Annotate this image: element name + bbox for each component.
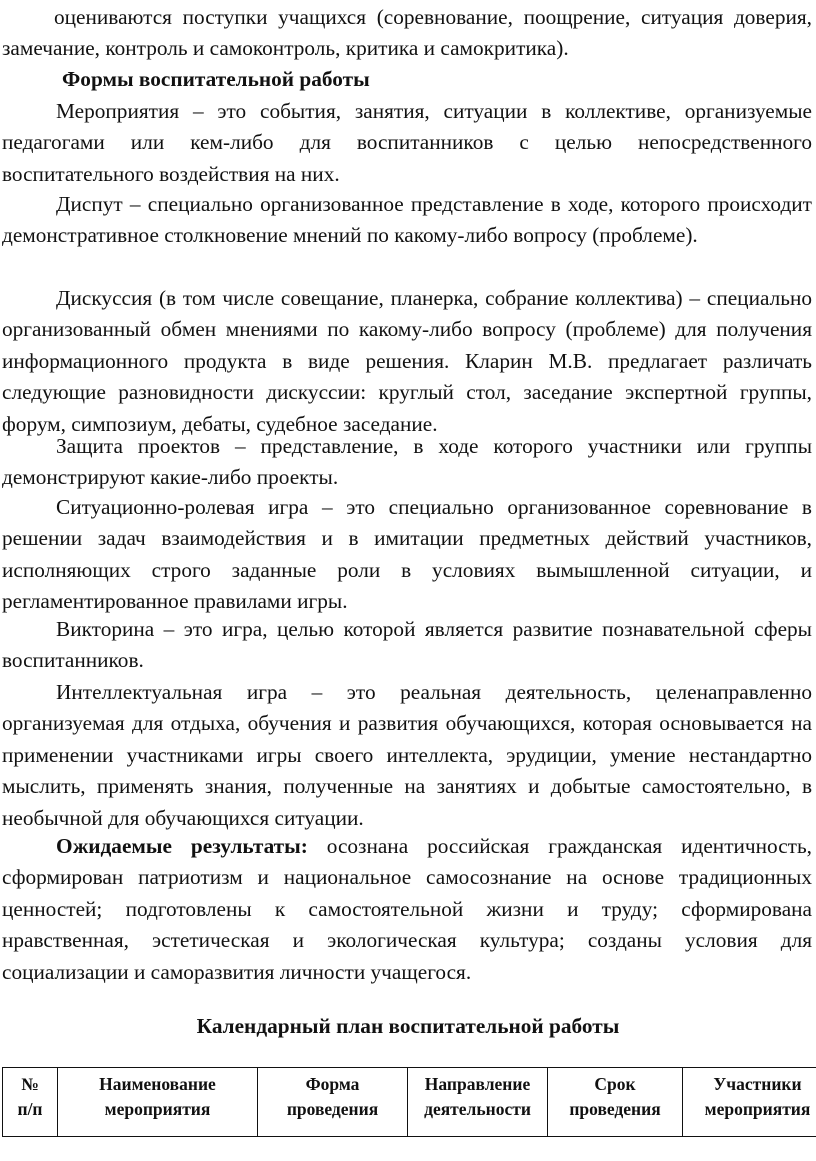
paragraph-quiz: Викторина – это игра, целью которой является развитие познавательной сферы воспитанников.	[2, 617, 812, 673]
header-number: № п/п	[3, 1068, 58, 1137]
header-direction: Направление деятельности	[408, 1068, 548, 1137]
paragraph-intellectual-game: Интеллектуальная игра – это реальная деятельность, целенаправленно организуемая для отдыха, обучения и развития обучающихся, которая основывается на применении участниками игры своего интеллекта, эрудиции, умение нестандартно мыслить, применять знания, полученные на занятиях и добытые самостоятельно, в необычной для обучающихся ситуации.	[2, 680, 812, 830]
heading-forms: Формы воспитательной работы	[62, 67, 370, 91]
heading-calendar-plan: Календарный план воспитательной работы	[196, 1014, 620, 1038]
paragraph-continuation: оцениваются поступки учащихся (соревнование, поощрение, ситуация доверия, замечание, контроль и самоконтроль, критика и самокритика).	[2, 5, 812, 61]
header-form: Форма проведения	[258, 1068, 408, 1137]
header-participants: Участники мероприятия	[683, 1068, 816, 1137]
paragraph-role-play: Ситуационно-ролевая игра – это специально организованное соревнование в решении задач взаимодействия и в имитации предметных действий участников, исполняющих строго заданные роли в условиях вымышленной ситуации, и регламентированное правилами игры.	[2, 495, 812, 614]
expected-results-text: осознана российская гражданская идентичность, сформирован патриотизм и национальное самосознание на основе традиционных ценностей; подготовлены к самостоятельной жизни и труду; сформирована нравственная, эстетическая и экологическая культура; созданы условия для социализации и саморазвития личности учащегося.	[2, 834, 812, 984]
paragraph-expected-results	[2, 831, 812, 988]
calendar-plan-table	[2, 1067, 816, 1137]
header-event-name: Наименование мероприятия	[58, 1068, 258, 1137]
paragraph-events: Мероприятия – это события, занятия, ситуации в коллективе, организуемые педагогами или кем-либо для воспитанников с целью непосредственного воспитательного воздействия на них.	[2, 99, 812, 186]
expected-results-label: Ожидаемые результаты:	[56, 834, 308, 858]
paragraph-project-defense: Защита проектов – представление, в ходе которого участники или группы демонстрируют какие-либо проекты.	[2, 434, 812, 490]
table-header-row	[3, 1068, 816, 1137]
paragraph-dispute: Диспут – специально организованное представление в ходе, которого происходит демонстративное столкновение мнений по какому-либо вопросу (проблеме).	[2, 192, 812, 248]
header-deadline: Срок проведения	[548, 1068, 683, 1137]
paragraph-discussion: Дискуссия (в том числе совещание, планерка, собрание коллектива) – специально организованный обмен мнениями по какому-либо вопросу (проблеме) для получения информационного продукта в виде решения. Кларин М.В. предлагает различать следующие разновидности дискуссии: круглый стол, заседание экспертной группы, форум, симпозиум, дебаты, судебное заседание.	[2, 286, 812, 436]
